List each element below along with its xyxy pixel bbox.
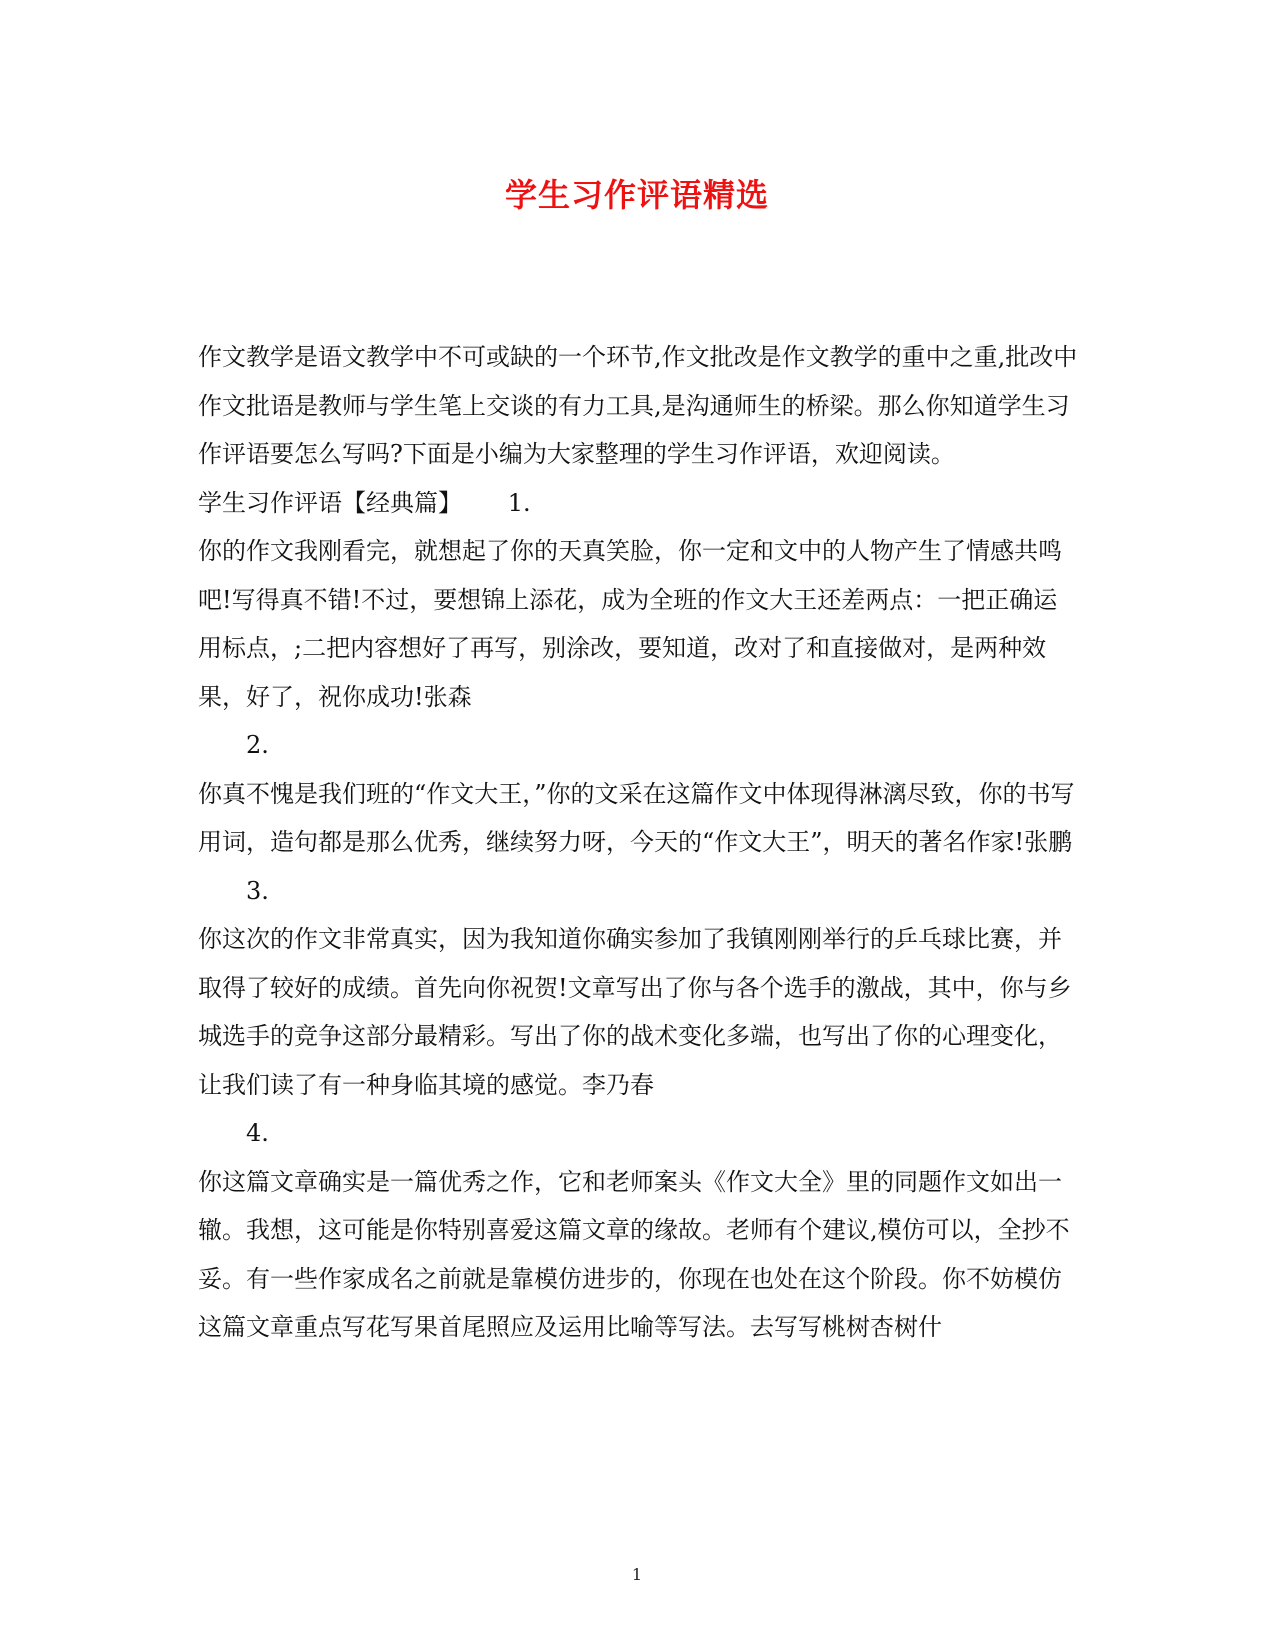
section-heading: 学生习作评语【经典篇】 xyxy=(198,488,462,517)
document-body xyxy=(198,333,1078,1352)
item-number: 1. xyxy=(507,488,531,517)
comment-paragraph: 你这篇文章确实是一篇优秀之作，它和老师案头《作文大全》里的同题作文如出一辙。我想，这可能是你特别喜爱这篇文章的缘故。老师有个建议,模仿可以，全抄不妥。有一些作家成名之前就是靠模仿进步的，你现在也处在这个阶段。你不妨模仿这篇文章重点写花写果首尾照应及运用比喻等写法。去写写桃树杏树什 xyxy=(198,1167,1070,1341)
page-number: 1 xyxy=(631,1565,643,1584)
comment-paragraph: 你这次的作文非常真实，因为我知道你确实参加了我镇刚刚举行的乒乓球比赛，并取得了较好的成绩。首先向你祝贺!文章写出了你与各个选手的激战，其中，你与乡城选手的竞争这部分最精彩。写出了你的战术变化多端，也写出了你的心理变化，让我们读了有一种身临其境的感觉。李乃春 xyxy=(198,925,1072,1099)
item-number: 2. xyxy=(246,731,269,759)
page-title: 学生习作评语精选 xyxy=(504,176,769,214)
intro-paragraph: 作文教学是语文教学中不可或缺的一个环节,作文批改是作文教学的重中之重,批改中作文批语是教师与学生笔上交谈的有力工具,是沟通师生的桥梁。那么你知道学生习作评语要怎么写吗?下面是小编为大家整理的学生习作评语，欢迎阅读。 xyxy=(198,343,1078,468)
comment-paragraph: 你真不愧是我们班的“作文大王，”你的文采在这篇作文中体现得淋漓尽致，你的书写用词，造句都是那么优秀，继续努力呀，今天的“作文大王”，明天的著名作家!张鹏 xyxy=(198,779,1075,856)
section-heading-row xyxy=(198,479,1078,528)
comment-paragraph: 你的作文我刚看完，就想起了你的天真笑脸，你一定和文中的人物产生了情感共鸣吧!写得真不错!不过，要想锦上添花，成为全班的作文大王还差两点：一把正确运用标点，;二把内容想好了再写，别涂改，要知道，改对了和直接做对，是两种效果，好了，祝你成功!张森 xyxy=(198,537,1062,711)
item-number: 3. xyxy=(246,876,269,905)
item-number: 4. xyxy=(246,1119,269,1147)
